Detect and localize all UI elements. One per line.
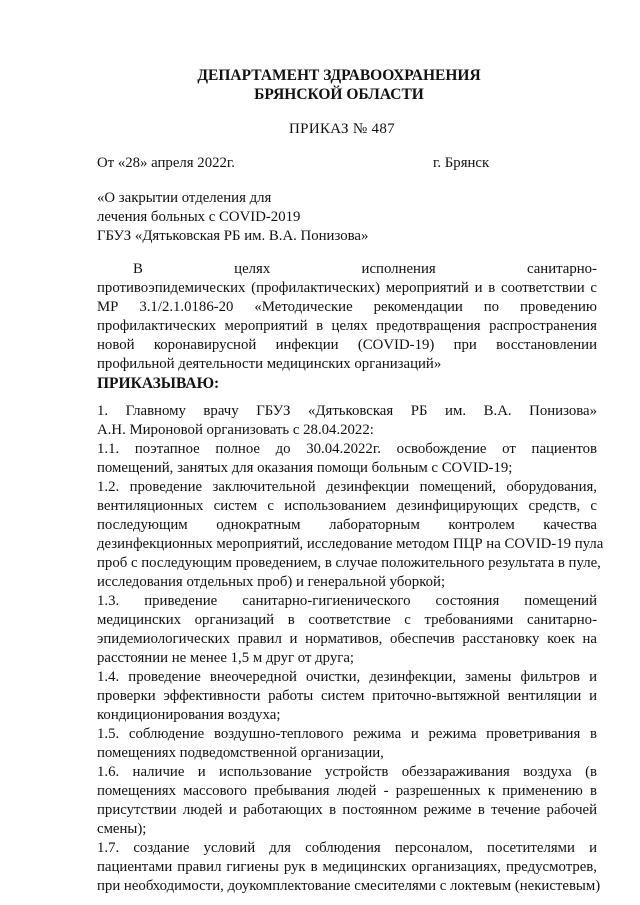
body-line: 1. Главному врачу ГБУЗ «Дятьковская РБ им. В.А. Понизова»	[97, 403, 597, 419]
body-line: исследования отдельных проб) и генеральной уборкой;	[97, 574, 446, 590]
body-line: проверки эффективности работы систем приточно-вытяжной вентиляции и	[97, 688, 597, 704]
order-title: ПРИКАЗ № 487	[289, 121, 395, 137]
body-line: 1.1. поэтапное полное до 30.04.2022г. освобождение от пациентов	[97, 441, 597, 457]
body-line: медицинских организаций в соответствие с требованиями санитарно-	[97, 612, 597, 628]
body-line: при необходимости, доукомплектование смесителями с локтевым (некистевым)	[97, 878, 601, 894]
body-line: присутствии людей и работающих в постоянном режиме в течение рабочей	[97, 802, 597, 818]
body-line: 1.2. проведение заключительной дезинфекции помещений, оборудования,	[97, 479, 597, 495]
region-title: БРЯНСКОЙ ОБЛАСТИ	[254, 86, 424, 103]
subject-line: лечения больных с COVID-2019	[97, 209, 301, 225]
body-line: 1.7. создание условий для соблюдения персоналом, посетителями и	[97, 840, 597, 856]
preamble-line: новой коронавирусной инфекции (COVID-19) при восстановлении	[97, 337, 597, 353]
body-line: кондиционирования воздуха;	[97, 707, 281, 723]
order-city: г. Брянск	[433, 155, 490, 171]
body-line: А.Н. Мироновой организовать с 28.04.2022:	[97, 422, 374, 438]
body-line: 1.4. проведение внеочередной очистки, дезинфекции, замены фильтров и	[97, 669, 597, 685]
body-line: 1.6. наличие и использование устройств обеззараживания воздуха (в	[97, 764, 597, 780]
subject-line: «О закрытии отделения для	[97, 190, 272, 206]
body-line: пациентами правил гигиены рук в медицинских организациях, предусмотрев,	[97, 859, 597, 875]
body-line: расстоянии не менее 1,5 м друг от друга;	[97, 650, 355, 666]
preamble-line: профилактических мероприятий в целях предотвращения распространения	[97, 318, 597, 334]
body-line: 1.3. приведение санитарно-гигиенического состояния помещений	[97, 593, 597, 609]
body-line: дезинфекционных мероприятий, исследование методом ПЦР на COVID-19 пула	[97, 536, 604, 552]
preamble-line: профильной деятельности медицинских организаций»	[97, 356, 442, 372]
body-line: эпидемиологических правил и нормативов, обеспечив расстановку коек на	[97, 631, 597, 647]
preamble-line: противоэпидемических (профилактических) мероприятий и в соответствии с	[97, 280, 597, 296]
subject-line: ГБУЗ «Дятьковская РБ им. В.А. Понизова»	[97, 228, 369, 244]
body-line: вентиляционных систем с использованием дезинфицирующих средств, с	[97, 498, 597, 514]
order-date: От «28» апреля 2022г.	[97, 155, 235, 171]
preamble-line: В целях исполнения санитарно-	[133, 261, 597, 277]
body-line: смены);	[97, 821, 147, 837]
body-line: последующим однократным лабораторным контролем качества	[97, 517, 597, 533]
body-line: помещениях подведомственной организации,	[97, 745, 384, 761]
command-heading: ПРИКАЗЫВАЮ:	[97, 375, 220, 392]
body-line: 1.5. соблюдение воздушно-теплового режима и режима проветривания в	[97, 726, 597, 742]
body-line: помещениях массового пребывания людей - разрешенных к применению в	[97, 783, 597, 799]
department-title: ДЕПАРТАМЕНТ ЗДРАВООХРАНЕНИЯ	[197, 67, 481, 84]
body-line: помещений, занятых для оказания помощи больным с COVID-19;	[97, 460, 513, 476]
preamble-line: МР 3.1/2.1.0186-20 «Методические рекомендации по проведению	[97, 299, 597, 315]
body-line: проб с последующим проведением, в случае положительного результата в пуле,	[97, 555, 601, 571]
